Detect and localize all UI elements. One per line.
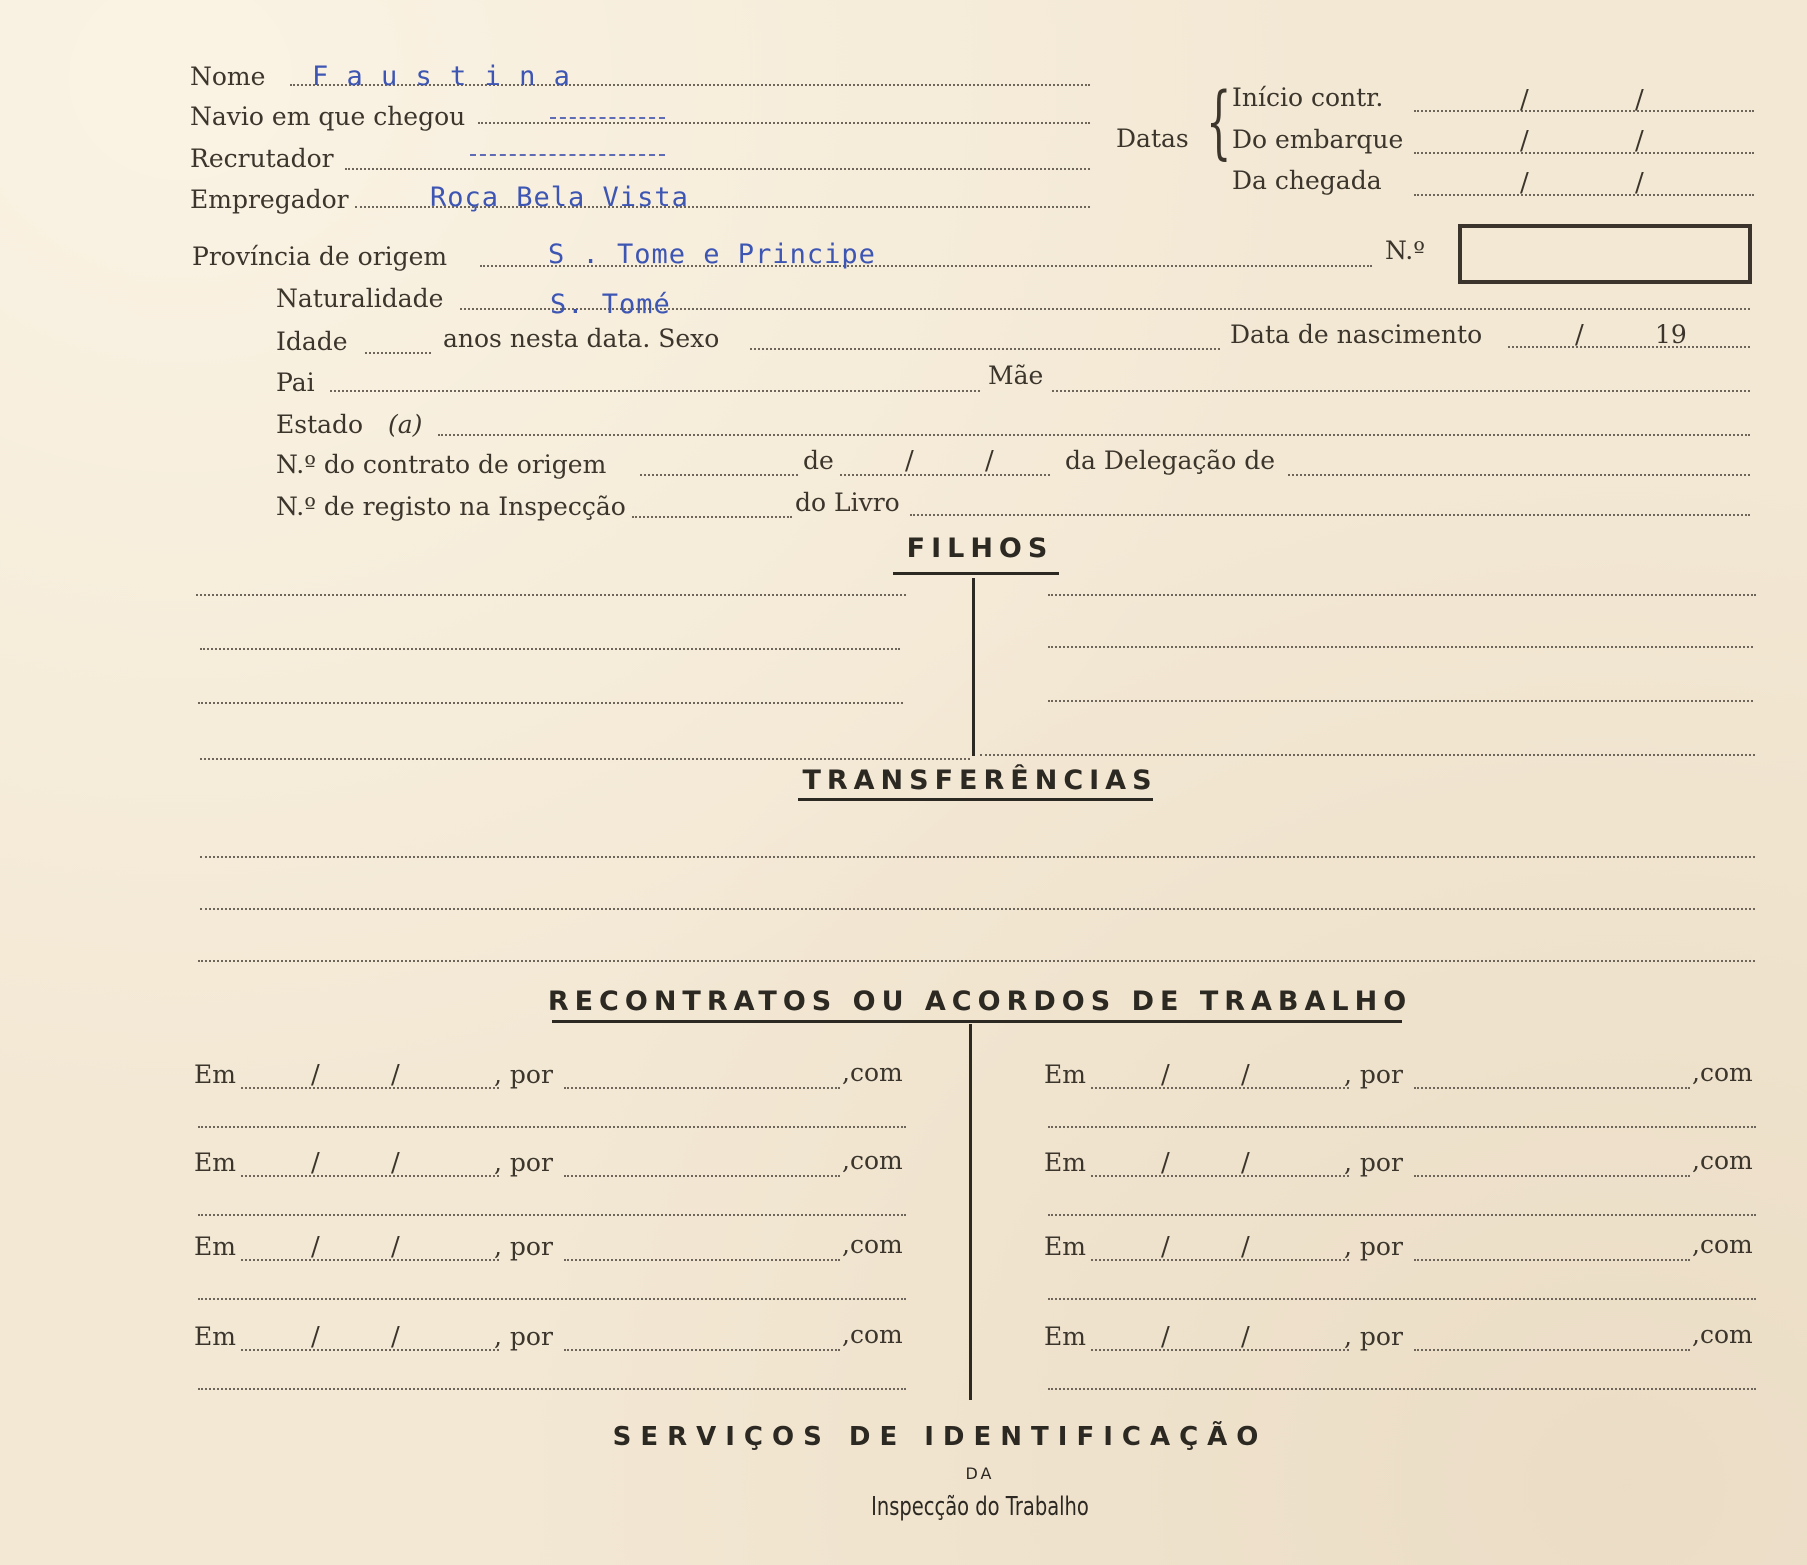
empregador-label: Empregador — [190, 185, 349, 214]
sexo-line — [750, 348, 1220, 350]
embarque-label: Do embarque — [1232, 125, 1404, 154]
chegada-slash-2: / — [1635, 168, 1644, 198]
footer-title: SERVIÇOS DE IDENTIFICAÇÃO — [612, 1422, 1268, 1452]
contrato-date-line — [840, 474, 1050, 476]
nascimento-line — [1508, 346, 1750, 348]
filhos-heading: FILHOS — [906, 533, 1054, 564]
filhos-left-line-2 — [200, 648, 900, 650]
recontrato-left-3-por-label: , por — [494, 1232, 553, 1261]
recontrato-right-1-slash-2: / — [1241, 1060, 1250, 1090]
recontrato-left-4-com-label: ,com — [842, 1320, 903, 1349]
recontrato-left-2-slash-1: / — [311, 1148, 320, 1178]
recontrato-right-4-com-label: ,com — [1692, 1320, 1753, 1349]
recontrato-left-3-continuation-line — [198, 1298, 906, 1300]
nascimento-label: Data de nascimento — [1230, 320, 1483, 349]
recontrato-left-4-slash-1: / — [311, 1322, 320, 1352]
naturalidade-label: Naturalidade — [276, 284, 444, 313]
recontrato-right-4-date-line — [1091, 1349, 1349, 1351]
registo-line — [632, 516, 792, 518]
filhos-divider — [972, 578, 975, 756]
estado-label: Estado — [276, 410, 364, 439]
recontratos-heading: RECONTRATOS OU ACORDOS DE TRABALHO — [547, 986, 1413, 1017]
recontrato-left-3-slash-1: / — [311, 1232, 320, 1262]
idade-label: Idade — [276, 327, 348, 356]
recontrato-left-4-slash-2: / — [391, 1322, 400, 1352]
recontrato-right-2-por-line — [1414, 1175, 1690, 1177]
pai-line — [330, 390, 980, 392]
recontrato-right-4-continuation-line — [1048, 1388, 1756, 1390]
livro-label: do Livro — [795, 488, 900, 517]
transferencias-line-1 — [200, 856, 1755, 858]
inicio-slash-1: / — [1520, 85, 1529, 115]
chegada-label: Da chegada — [1232, 166, 1382, 195]
recontrato-left-2-por-label: , por — [494, 1148, 553, 1177]
anos-sexo-label: anos nesta data. Sexo — [443, 324, 720, 353]
recontrato-left-3-em-label: Em — [194, 1232, 236, 1261]
filhos-left-line-1 — [196, 594, 906, 596]
recontrato-left-1-em-label: Em — [194, 1060, 236, 1089]
inicio-label: Início contr. — [1232, 83, 1384, 112]
recontrato-left-4-continuation-line — [198, 1388, 906, 1390]
registo-label: N.º de registo na Inspecção — [276, 492, 626, 521]
filhos-right-line-4 — [980, 754, 1755, 756]
filhos-underline — [893, 572, 1059, 575]
recontrato-right-1-slash-1: / — [1161, 1060, 1170, 1090]
recontrato-left-2-por-line — [564, 1175, 840, 1177]
delegacao-label: da Delegação de — [1065, 446, 1276, 475]
naturalidade-value: S. Tomé — [550, 289, 671, 320]
recontrato-left-2-date-line — [241, 1175, 499, 1177]
recontrato-right-1-em-label: Em — [1044, 1060, 1086, 1089]
embarque-slash-2: / — [1635, 126, 1644, 156]
recontrato-right-3-por-label: , por — [1344, 1232, 1403, 1261]
recrutador-dash — [470, 154, 665, 156]
mae-label: Mãe — [988, 361, 1044, 390]
nascimento-slash: / — [1575, 320, 1584, 350]
recontrato-left-2-com-label: ,com — [842, 1146, 903, 1175]
filhos-right-line-2 — [1048, 646, 1753, 648]
recontrato-right-2-por-label: , por — [1344, 1148, 1403, 1177]
recontrato-right-3-slash-1: / — [1161, 1232, 1170, 1262]
nome-label: Nome — [190, 62, 266, 91]
recrutador-label: Recrutador — [190, 144, 334, 173]
recontrato-right-3-em-label: Em — [1044, 1232, 1086, 1261]
footer-da: DA — [965, 1464, 995, 1483]
nome-value: F a u s t i n a — [312, 61, 571, 92]
recontrato-right-4-slash-2: / — [1241, 1322, 1250, 1352]
pai-label: Pai — [276, 368, 315, 397]
recontrato-left-1-por-label: , por — [494, 1060, 553, 1089]
delegacao-line — [1288, 474, 1750, 476]
recontratos-underline — [552, 1020, 1402, 1023]
provincia-value: S . Tome e Principe — [548, 239, 876, 270]
recontrato-left-3-por-line — [564, 1259, 840, 1261]
recontrato-left-1-slash-1: / — [311, 1060, 320, 1090]
transferencias-line-3 — [198, 960, 1755, 962]
recontrato-left-2-em-label: Em — [194, 1148, 236, 1177]
recontrato-right-1-date-line — [1091, 1087, 1349, 1089]
recontrato-right-2-com-label: ,com — [1692, 1146, 1753, 1175]
embarque-line — [1414, 152, 1754, 154]
recontrato-left-2-continuation-line — [198, 1214, 906, 1216]
recontrato-right-2-em-label: Em — [1044, 1148, 1086, 1177]
recontrato-right-2-date-line — [1091, 1175, 1349, 1177]
de-label: de — [803, 446, 834, 475]
inicio-line — [1414, 110, 1754, 112]
recontrato-right-3-com-label: ,com — [1692, 1230, 1753, 1259]
contrato-line — [640, 474, 798, 476]
recontrato-left-3-com-label: ,com — [842, 1230, 903, 1259]
recontrato-left-4-por-label: , por — [494, 1322, 553, 1351]
contrato-label: N.º do contrato de origem — [276, 450, 607, 479]
embarque-slash-1: / — [1520, 126, 1529, 156]
estado-note: (a) — [388, 410, 423, 439]
recontrato-left-4-em-label: Em — [194, 1322, 236, 1351]
recontrato-right-3-date-line — [1091, 1259, 1349, 1261]
inicio-slash-2: / — [1635, 85, 1644, 115]
chegada-slash-1: / — [1520, 168, 1529, 198]
recontrato-right-4-em-label: Em — [1044, 1322, 1086, 1351]
transferencias-heading: TRANSFERÊNCIAS — [802, 765, 1158, 796]
recontrato-right-4-por-label: , por — [1344, 1322, 1403, 1351]
filhos-left-line-4 — [200, 758, 970, 760]
mae-line — [1052, 390, 1750, 392]
filhos-right-line-3 — [1048, 700, 1753, 702]
recontrato-left-1-date-line — [241, 1087, 499, 1089]
transferencias-line-2 — [200, 908, 1755, 910]
recontrato-left-3-slash-2: / — [391, 1232, 400, 1262]
recontrato-right-3-continuation-line — [1048, 1298, 1756, 1300]
recontrato-left-3-date-line — [241, 1259, 499, 1261]
contrato-slash-1: / — [905, 446, 914, 476]
filhos-left-line-3 — [198, 702, 903, 704]
recontrato-left-1-slash-2: / — [391, 1060, 400, 1090]
recontrato-left-1-por-line — [564, 1087, 840, 1089]
provincia-label: Província de origem — [192, 242, 448, 271]
numero-label: N.º — [1385, 236, 1425, 265]
recontrato-left-1-com-label: ,com — [842, 1058, 903, 1087]
recontrato-right-1-por-line — [1414, 1087, 1690, 1089]
livro-line — [910, 514, 1750, 516]
recontrato-right-2-continuation-line — [1048, 1214, 1756, 1216]
chegada-line — [1414, 194, 1754, 196]
recontrato-right-1-por-label: , por — [1344, 1060, 1403, 1089]
datas-label: Datas — [1116, 124, 1189, 153]
recontrato-right-3-por-line — [1414, 1259, 1690, 1261]
filhos-right-line-1 — [1048, 594, 1756, 596]
recrutador-line — [345, 168, 1090, 170]
recontrato-left-4-date-line — [241, 1349, 499, 1351]
recontrato-right-1-continuation-line — [1048, 1126, 1756, 1128]
recontrato-right-1-com-label: ,com — [1692, 1058, 1753, 1087]
footer-inspeccao: Inspecção do Trabalho — [871, 1492, 1089, 1522]
idade-line — [365, 352, 431, 354]
recontrato-right-3-slash-2: / — [1241, 1232, 1250, 1262]
recontrato-left-4-por-line — [564, 1349, 840, 1351]
transferencias-underline — [798, 798, 1153, 801]
recontratos-divider — [969, 1024, 972, 1400]
year-prefix: 19 — [1655, 320, 1687, 349]
recontrato-right-4-slash-1: / — [1161, 1322, 1170, 1352]
recontrato-right-4-por-line — [1414, 1349, 1690, 1351]
datas-brace: { — [1206, 75, 1232, 168]
recontrato-right-2-slash-1: / — [1161, 1148, 1170, 1178]
navio-label: Navio em que chegou — [190, 102, 466, 131]
recontrato-right-2-slash-2: / — [1241, 1148, 1250, 1178]
contrato-slash-2: / — [985, 446, 994, 476]
navio-dash — [550, 117, 665, 119]
recontrato-left-1-continuation-line — [198, 1126, 906, 1128]
empregador-value: Roça Bela Vista — [430, 182, 689, 213]
estado-line — [438, 434, 1750, 436]
navio-line — [478, 122, 1090, 124]
numero-box[interactable] — [1458, 224, 1752, 284]
recontrato-left-2-slash-2: / — [391, 1148, 400, 1178]
